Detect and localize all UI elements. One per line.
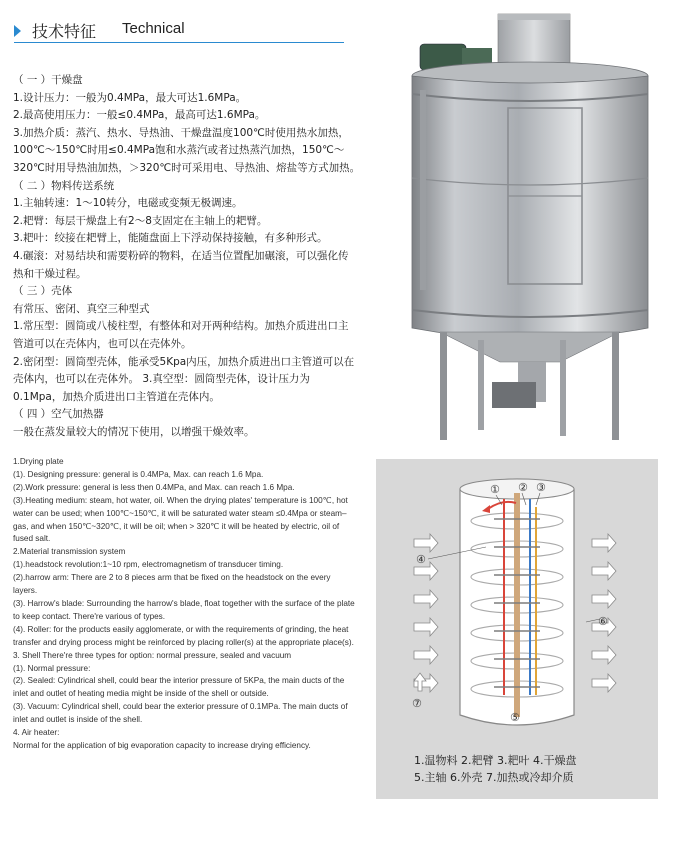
spec-line-cn: 100℃～150℃时用≤0.4MPa饱和水蒸汽或者过热蒸汽加热，150℃～	[13, 144, 345, 157]
chinese-specifications	[13, 72, 361, 441]
spec-line-cn: 1.主轴转速：1～10转分，电磁或变频无极调速。	[13, 197, 243, 210]
spec-line-cn: （ 三 ）壳体	[13, 285, 73, 298]
marker-6: ⑥	[598, 615, 608, 628]
main-shaft	[514, 493, 520, 717]
diagram-legend	[414, 752, 644, 786]
spec-line-en: (3). Harrow's blade: Surrounding the harrow's blade, float together with the surface of the plate to keep contact. There're various of types.	[13, 598, 355, 621]
spec-line-cn: 2.密闭型：圆筒型壳体，能承受5Kpa内压，加热介质进出口主管道可以在	[13, 355, 355, 368]
spec-line-en: (1). Designing pressure: general is 0.4MPa, Max. can reach 1.6 Mpa.	[13, 469, 264, 479]
legend-line-2: 5.主轴 6.外壳 7.加热或冷却介质	[414, 771, 574, 784]
spec-line-cn: 3.耙叶：绞接在耙臂上，能随盘面上下浮动保持接触，有多种形式。	[13, 232, 328, 245]
marker-4: ④	[416, 553, 426, 566]
spec-line-en: (3).Heating medium: steam, hot water, oil. When the drying plates' temperature is 100℃, hot water can be used; when 100℃~150℃, it will be saturated water steam ≤0.4Mpa or steam–gas, and when 150℃~320℃, it will be oil; when > 320℃ it will be heated by electric, oil of fused salt.	[13, 495, 348, 544]
spec-line-cn: 2.耙臂：每层干燥盘上有2～8支固定在主轴上的耙臂。	[13, 214, 268, 227]
marker-7: ⑦	[412, 697, 422, 710]
spec-line-cn: （ 一 ）干燥盘	[13, 74, 83, 86]
spec-line-cn: （ 二 ）物料传送系统	[13, 179, 115, 192]
marker-5: ⑤	[510, 711, 520, 724]
top-drive-housing	[498, 14, 570, 66]
spec-line-en: (2). Sealed: Cylindrical shell, could bear the interior pressure of 5KPa, the main ducts of the inlet and outlet of heating media might be inside of the shell or outside.	[13, 676, 345, 699]
spec-line-cn: 3.加热介质：蒸汽、热水、导热油、干燥盘温度100℃时使用热水加热，	[13, 126, 349, 139]
spec-line-cn: 管道可以在壳体内，也可以在壳体外。	[13, 337, 192, 350]
spec-line-cn: 1.设计压力：一般为0.4MPa，最大可达1.6MPa。	[13, 91, 247, 104]
marker-3: ③	[536, 481, 546, 494]
spec-line-cn: 2.最高使用压力：一般≤0.4MPa，最高可达1.6MPa。	[13, 109, 266, 122]
spec-line-cn: 一般在蒸发量较大的情况下使用，以增强干燥效率。	[13, 425, 255, 438]
legend-line-1: 1.温物料 2.耙臂 3.耙叶 4.干燥盘	[414, 754, 577, 767]
spec-line-cn: 壳体内，也可以在壳体外。 3.真空型：圆筒型壳体，设计压力为	[13, 373, 310, 386]
spec-line-en: (2).harrow arm: There are 2 to 8 pieces arm that be fixed on the headstock on the every layers.	[13, 573, 331, 596]
spec-line-cn: 热和干燥过程。	[13, 267, 87, 280]
dryer-shell	[412, 76, 648, 339]
spec-line-cn: 有常压、密闭、真空三种型式	[13, 302, 150, 315]
spec-line-en: (2).Work pressure: general is less then 0.4MPa, and Max. can reach 1.6 Mpa.	[13, 482, 295, 492]
section-title-en: Technical	[122, 20, 185, 37]
structure-diagram	[376, 459, 658, 799]
marker-2: ②	[518, 481, 528, 494]
spec-line-cn: 1.常压型：圆筒或八棱柱型，有整体和对开两种结构。加热介质进出口主	[13, 320, 349, 333]
spec-line-en: Normal for the application of big evaporation capacity to increase drying efficiency.	[13, 740, 311, 750]
triangle-bullet-icon	[14, 25, 21, 37]
spec-line-cn: 4.碾滚：对易结块和需要粉碎的物料，在适当位置配加碾滚，可以强化传	[13, 249, 349, 262]
structure-diagram-drawing	[376, 459, 658, 799]
english-specifications	[13, 456, 355, 753]
header-divider	[14, 42, 344, 43]
spec-line-en: 3. Shell There're three types for option: normal pressure, sealed and vacuum	[13, 650, 292, 660]
spec-line-cn: 320℃时用导热油加热，＞320℃时可采用电、导热油、熔盐等方式加热。	[13, 161, 361, 174]
spec-line-en: 2.Material transmission system	[13, 547, 126, 557]
spec-line-en: 4. Air heater:	[13, 728, 60, 738]
disc-dryer-photo	[400, 10, 662, 446]
spec-line-en: 1.Drying plate	[13, 457, 64, 466]
spec-line-en: (3). Vacuum: Cylindrical shell, could bear the exterior pressure of 0.1MPa. The main ducts of inlet and outlet is inside of the shell.	[13, 702, 348, 725]
spec-line-en: (1).headstock revolution:1~10 rpm, electromagnetism of transducer timing.	[13, 560, 284, 570]
spec-line-en: (1). Normal pressure:	[13, 663, 91, 673]
marker-1: ①	[490, 483, 500, 496]
spec-line-cn: （ 四 ）空气加热器	[13, 408, 104, 421]
section-title-cn: 技术特征	[32, 22, 97, 41]
spec-line-en: (4). Roller: for the products easily agglomerate, or with the requirements of grinding, the heat transfer and drying process might be reinforced by placing roller(s) at the appropriate place(s).	[13, 624, 354, 647]
spec-line-cn: 0.1Mpa，加热介质进出口主管道在壳体内。	[13, 390, 220, 403]
section-header	[14, 18, 344, 48]
